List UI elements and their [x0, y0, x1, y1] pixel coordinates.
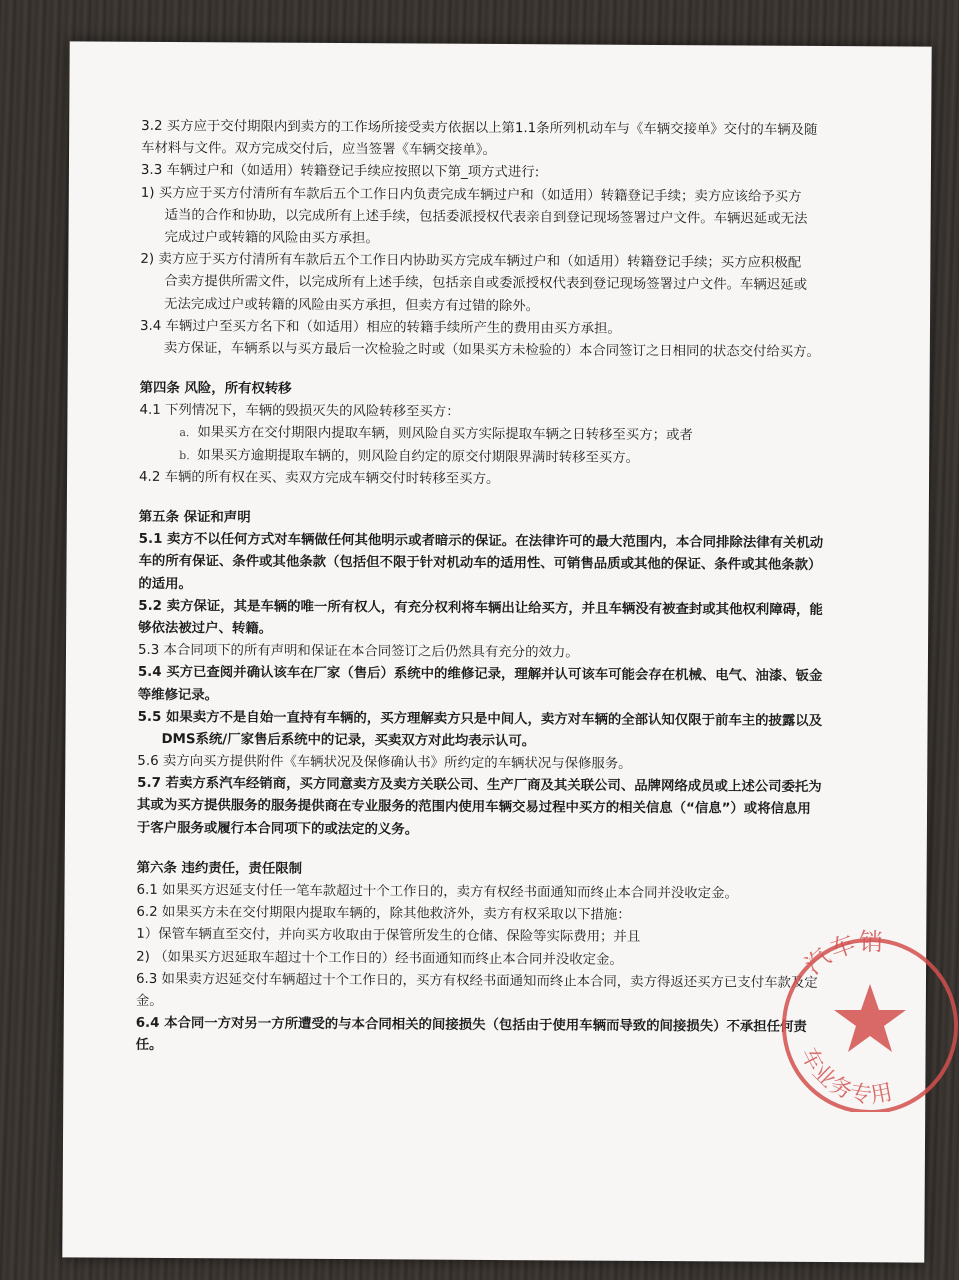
svg-text:车业务专用 [795, 1044, 895, 1109]
svg-text:汽车销 [800, 928, 886, 980]
clause-5-6: 5.6 卖方向买方提供附件《车辆状况及保修确认书》所约定的车辆状况与保修服务。 [137, 753, 632, 772]
item-a-text: 如果买方在交付期限内提取车辆，则风险自买方实际提取车辆之日转移至买方；或者 [197, 425, 693, 444]
seal-star-icon [834, 984, 906, 1052]
seal-top-text: 汽车销 [799, 927, 886, 980]
item-b-marker: b. [179, 448, 190, 462]
item-b-text: 如果买方逾期提取车辆的，则风险自约定的原交付期限界满时转移至买方。 [197, 447, 640, 466]
option-1-cont: 适当的合作和协助，以完成所有上述手续，包括委派授权代表亲自到登记现场签署过户文件。车辆迟延或无法 [164, 207, 808, 227]
option-2-cont: 合卖方提供所需文件，以完成所有上述手续，包括亲自或委派授权代表到登记现场签署过户文件。车辆迟延或 [164, 274, 808, 294]
clause-3-2-cont: 车材料与文件。双方完成交付后，应当签署《车辆交接单》。 [141, 141, 496, 159]
clause-5-1-cont: 的适用。 [138, 576, 193, 592]
item-a-marker: a. [179, 426, 190, 440]
clause-5-2: 5.2 卖方保证，其是车辆的唯一所有权人，有充分权利将车辆出让给买方，并且车辆没有被查封或其他权利障碍，能 [138, 598, 823, 618]
clause-5-3: 5.3 本合同项下的所有声明和保证在本合同签订之后仍然具有充分的效力。 [137, 642, 579, 661]
clause-5-7: 5.7 若卖方系汽车经销商，买方同意卖方及卖方关联公司、生产厂商及其关联公司、品牌网络成员或上述公司委托为 [137, 776, 822, 796]
clause-4-1: 4.1 下列情况下，车辆的毁损灭失的风险转移至买方： [139, 403, 460, 421]
clause-3-3: 3.3 车辆过户和（如适用）转籍登记手续应按照以下第_项方式进行: [140, 163, 540, 181]
clause-5-1: 5.1 卖方不以任何方式对车辆做任何其他明示或者暗示的保证。在法律许可的最大范围内，本合同排除法律有关机动 [138, 531, 824, 552]
clause-5-7-cont: 其或为买方提供服务的服务提供商在专业服务的范围内使用车辆交易过程中买方的相关信息（“信息”）或将信息用 [137, 798, 811, 818]
clause-6-4-cont: 任。 [135, 1038, 163, 1054]
clause-3-4: 3.4 车辆过户至买方名下和（如适用）相应的转籍手续所产生的费用由买方承担。 [139, 318, 621, 337]
clause-5-7-cont: 于客户服务或履行本合同项下的或法定的义务。 [136, 820, 419, 838]
clause-6-4: 6.4 本合同一方对另一方所遭受的与本合同相关的间接损失（包括由于使用车辆而导致的间接损失）不承担任何责 [135, 1015, 807, 1036]
clause-5-5: 5.5 如果卖方不是自始一直持有车辆的，买方理解卖方只是中间人，卖方对车辆的全部认知仅限于前车主的披露以及 [137, 709, 823, 729]
seal-bottom-text: 车业务专用 [795, 1043, 896, 1109]
clause-5-5-cont: DMS系统/厂家售后系统中的记录，买卖双方对此均表示认可。 [161, 731, 536, 750]
clause-4-2: 4.2 车辆的所有权在买、卖双方完成车辆交付时转移至买方。 [139, 469, 500, 487]
option-1: 1) 买方应于买方付清所有车款后五个工作日内负责完成车辆过户和（如适用）转籍登记手续；卖方应该给予买方 [140, 185, 802, 205]
clause-6-3-cont: 金。 [135, 993, 163, 1009]
seller-guarantee: 卖方保证，车辆系以与买方最后一次检验之时或（如果买方未检验的）本合同签订之日相同的状态交付给买方。 [163, 340, 821, 360]
option-1-cont: 完成过户或转籍的风险由买方承担。 [164, 229, 379, 247]
clause-5-4: 5.4 买方已查阅并确认该车在厂家（售后）系统中的维修记录，理解并认可该车可能会存在机械、电气、油漆、钣金 [137, 665, 823, 685]
article-6-title: 第六条 违约责任，责任限制 [136, 860, 303, 877]
clause-3-2: 3.2 买方应于交付期限内到卖方的工作场所接受卖方依据以上第1.1条所列机动车与《车辆交接单》交付的车辆及随 [141, 118, 818, 138]
contract-text [136, 116, 842, 1062]
company-seal [768, 922, 958, 1112]
option-2: 2) 卖方应于买方付清所有车款后五个工作日内协助买方完成车辆过户和（如适用）转籍登记手续；买方应积极配 [140, 251, 802, 271]
clause-5-2-cont: 够依法被过户、转籍。 [138, 620, 273, 637]
clause-6-3: 6.3 如果卖方迟延交付车辆超过十个工作日的，买方有权经书面通知而终止本合同，卖方得返还买方已支付车款及定 [135, 971, 818, 991]
option-2-cont: 无法完成过户或转籍的风险由买方承担，但卖方有过错的除外。 [164, 296, 540, 314]
clause-5-4-cont: 等维修记录。 [137, 687, 219, 703]
article-5-title: 第五条 保证和声明 [138, 509, 251, 526]
clause-6-2: 6.2 如果买方未在交付期限内提取车辆的，除其他救济外，卖方有权采取以下措施： [136, 904, 631, 924]
clause-6-1: 6.1 如果买方迟延支付任一笔车款超过十个工作日的，卖方有权经书面通知而终止本合同并没收定金。 [136, 882, 738, 902]
clause-5-1-cont: 车的所有保证、条件或其他条款（包括但不限于针对机动车的适用性、可销售品质或其他的保证、条件或其他条款） [138, 554, 822, 574]
measure-2: 2) （如果买方迟延取车超过十个工作日的）经书面通知而终止本合同并没收定金。 [136, 949, 623, 968]
article-4-title: 第四条 风险，所有权转移 [139, 380, 292, 397]
measure-1: 1）保管车辆直至交付，并向买方收取由于保管所发生的仓储、保险等实际费用；并且 [136, 927, 641, 946]
